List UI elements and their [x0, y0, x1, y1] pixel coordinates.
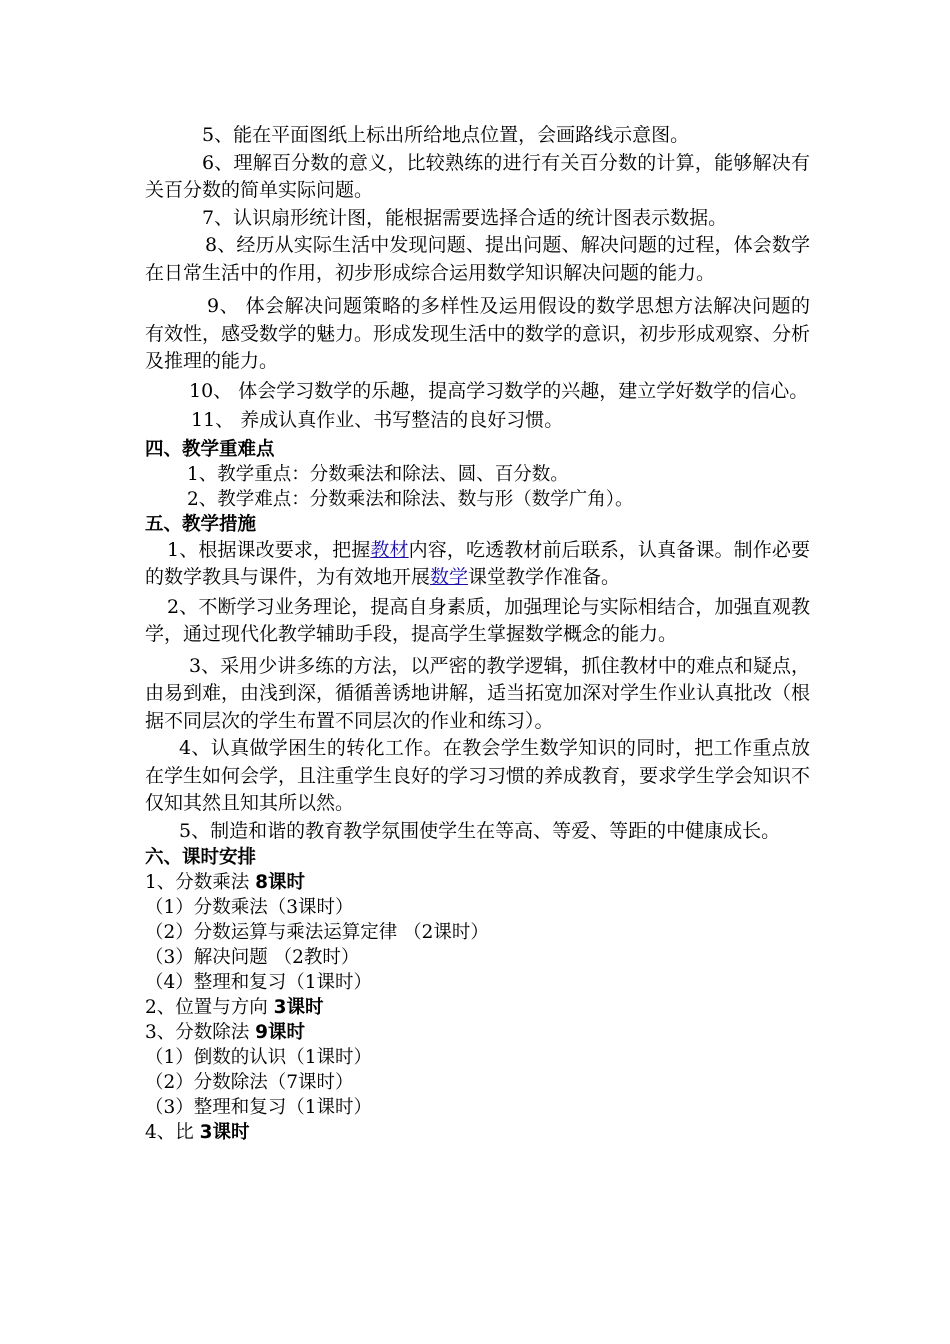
unit-3-name: 3、分数除法	[145, 1022, 256, 1043]
measure-4: 4、认真做学困生的转化工作。在教会学生数学知识的同时，把工作重点放在学生如何会学，且注重学生良好的学习习惯的养成教育，要求学生学会知识不仅知其然且知其所以然。	[145, 737, 811, 814]
unit-1-item: （4）整理和复习（1课时）	[145, 972, 373, 993]
document-body	[145, 122, 810, 1145]
measure-1	[145, 537, 810, 592]
unit-1-item: （1）分数乘法（3课时）	[145, 897, 354, 918]
section-5-heading: 五、教学措施	[145, 513, 257, 535]
unit-3-hours: 9课时	[255, 1022, 306, 1043]
measure-3: 3、采用少讲多练的方法，以严密的教学逻辑，抓住教材中的难点和疑点，由易到难，由浅到深，循循善诱地讲解，适当拓宽加深对学生作业认真批改（根据不同层次的学生布置不同层次的作业和练习）。	[145, 654, 811, 732]
textbook-link[interactable]: 教材	[370, 538, 409, 561]
unit-4-title	[145, 1120, 810, 1145]
measure-1-text-a: 1、根据课改要求，把握	[167, 538, 371, 561]
section-4-heading: 四、教学重难点	[145, 438, 275, 460]
goal-10: 10、 体会学习数学的乐趣，提高学习数学的兴趣，建立学好数学的信心。	[189, 379, 809, 402]
unit-2-title	[145, 995, 810, 1020]
unit-1-item: （3）解决问题 （2教时）	[145, 947, 360, 968]
unit-3-item: （1）倒数的认识（1课时）	[145, 1047, 373, 1068]
unit-2-name: 2、位置与方向	[145, 997, 274, 1018]
goal-9: 9、 体会解决问题策略的多样性及运用假设的数学思想方法解决问题的有效性，感受数学的魅力。形成发现生活中的数学的意识，初步形成观察、分析及推理的能力。	[145, 295, 811, 372]
unit-1-name: 1、分数乘法	[145, 872, 256, 893]
unit-3-item: （3）整理和复习（1课时）	[145, 1097, 373, 1118]
goal-8: 8、经历从实际生活中发现问题、提出问题、解决问题的过程，体会数学在日常生活中的作用，初步形成综合运用数学知识解决问题的能力。	[145, 234, 810, 284]
unit-2-hours: 3课时	[273, 997, 324, 1018]
measure-1-text-c: 课堂教学作准备。	[468, 566, 621, 588]
goal-7: 7、认识扇形统计图，能根据需要选择合适的统计图表示数据。	[202, 206, 728, 229]
unit-4-hours: 3课时	[199, 1122, 250, 1143]
unit-3-title	[145, 1020, 810, 1045]
unit-1-hours: 8课时	[255, 872, 306, 893]
math-link[interactable]: 数学	[430, 566, 469, 588]
unit-1-item: （2）分数运算与乘法运算定律 （2课时）	[145, 922, 489, 943]
unit-1-title	[145, 870, 810, 895]
goal-6: 6、理解百分数的意义，比较熟练的进行有关百分数的计算，能够解决有关百分数的简单实际问题。	[145, 151, 810, 201]
measure-5: 5、制造和谐的教育教学氛围使学生在等高、等爱、等距的中健康成长。	[179, 819, 781, 842]
measure-1-text-b: 内容，吃透教材前后联系，认真备课。制作必要的数学教具与课件，为有效地开展	[145, 538, 810, 588]
goal-11: 11、 养成认真作业、书写整洁的良好习惯。	[191, 409, 564, 431]
key-point: 1、教学重点：分数乘法和除法、圆、百分数。	[187, 463, 569, 485]
unit-4-name: 4、比	[145, 1122, 200, 1143]
goal-5: 5、能在平面图纸上标出所给地点位置，会画路线示意图。	[202, 124, 690, 146]
difficult-point: 2、教学难点：分数乘法和除法、数与形（数学广角）。	[187, 488, 634, 510]
section-6-heading: 六、课时安排	[145, 847, 257, 868]
unit-3-item: （2）分数除法（7课时）	[145, 1072, 354, 1093]
measure-2: 2、不断学习业务理论，提高自身素质，加强理论与实际相结合，加强直观教学，通过现代化教学辅助手段，提高学生掌握数学概念的能力。	[145, 595, 810, 645]
